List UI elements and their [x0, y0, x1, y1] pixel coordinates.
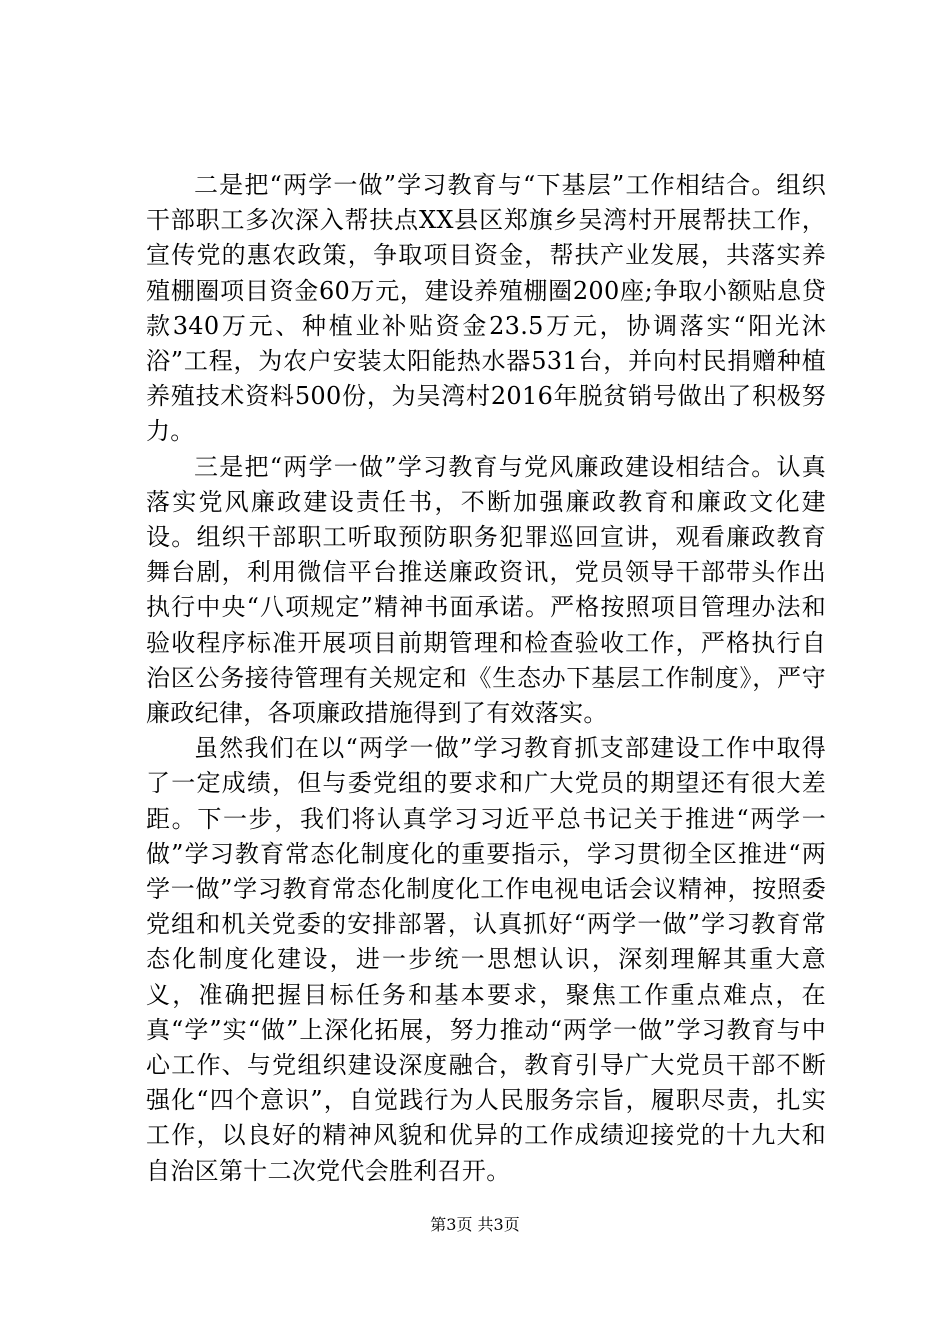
paragraph-two-study-grassroots: 二是把“两学一做”学习教育与“下基层”工作相结合。组织干部职工多次深入帮扶点XX县区郑旗乡吴湾村开展帮扶工作，宣传党的惠农政策，争取项目资金，帮扶产业发展，共落实养殖棚圈项目资金60万元，建设养殖棚圈200座;争取小额贴息贷款340万元、种植业补贴资金23.5万元，协调落实“阳光沐浴”工程，为农户安装太阳能热水器531台，并向村民捐赠种植养殖技术资料500份，为吴湾村2016年脱贫销号做出了积极努力。 — [146, 171, 826, 446]
document-body — [146, 168, 826, 1189]
page-number-footer: 第3页 共3页 — [430, 1215, 520, 1234]
paragraph-conclusion: 虽然我们在以“两学一做”学习教育抓支部建设工作中取得了一定成绩，但与委党组的要求和广大党员的期望还有很大差距。下一步，我们将认真学习习近平总书记关于推进“两学一做”学习教育常态化制度化的重要指示，学习贯彻全区推进“两学一做”学习教育常态化制度化工作电视电话会议精神，按照委党组和机关党委的安排部署，认真抓好“两学一做”学习教育常态化制度化建设，进一步统一思想认识，深刻理解其重大意义，准确把握目标任务和基本要求，聚焦工作重点难点，在真“学”实“做”上深化拓展，努力推动“两学一做”学习教育与中心工作、与党组织建设深度融合，教育引导广大党员干部不断强化“四个意识”，自觉践行为人民服务宗旨，履职尽责，扎实工作，以良好的精神风貌和优异的工作成绩迎接党的十九大和自治区第十二次党代会胜利召开。 — [146, 734, 826, 1185]
paragraph-two-study-integrity: 三是把“两学一做”学习教育与党风廉政建设相结合。认真落实党风廉政建设责任书，不断加强廉政教育和廉政文化建设。组织干部职工听取预防职务犯罪巡回宣讲，观看廉政教育舞台剧，利用微信平台推送廉政资讯，党员领导干部带头作出执行中央“八项规定”精神书面承诺。严格按照项目管理办法和验收程序标准开展项目前期管理和检查验收工作，严格执行自治区公务接待管理有关规定和《生态办下基层工作制度》，严守廉政纪律，各项廉政措施得到了有效落实。 — [146, 452, 826, 728]
